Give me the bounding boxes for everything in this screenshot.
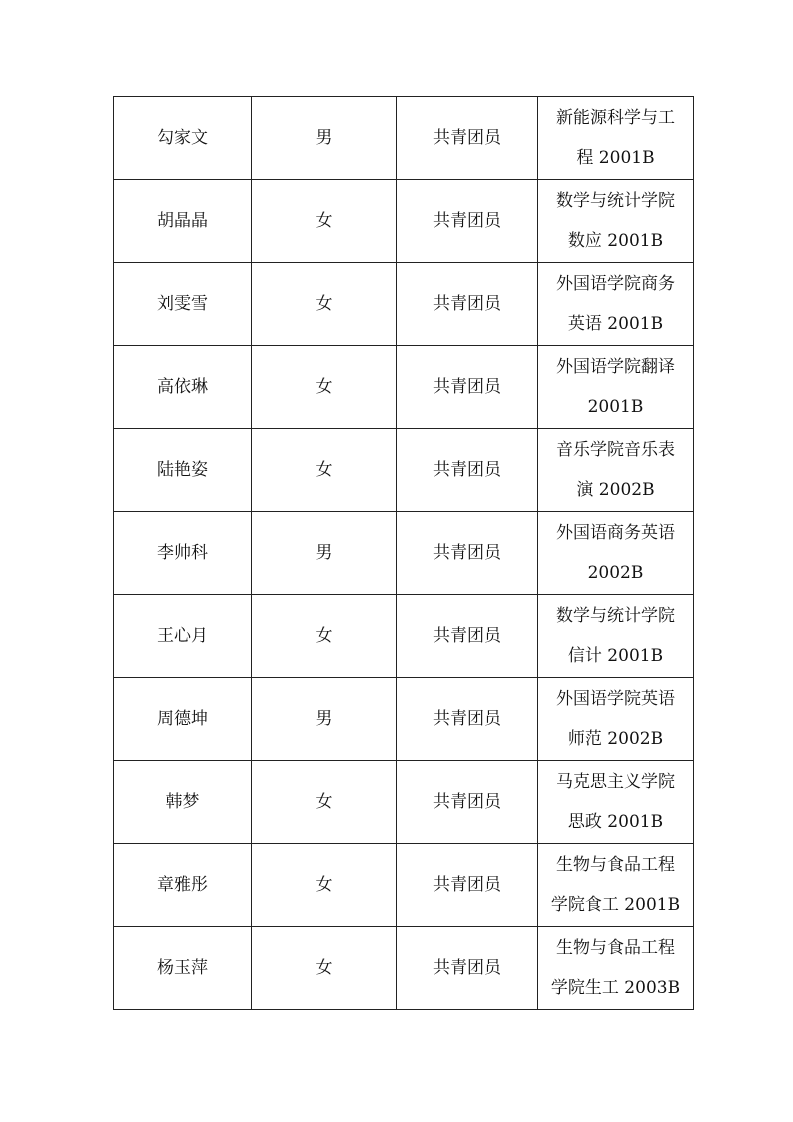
political-status-cell: 共青团员	[397, 180, 538, 263]
class-line-1: 外国语学院商务	[556, 274, 675, 294]
class-cell	[538, 512, 694, 595]
table-row	[114, 678, 694, 761]
class-line-2: 学院生工 2003B	[550, 978, 681, 998]
table-row	[114, 346, 694, 429]
table-row	[114, 180, 694, 263]
name-cell: 胡晶晶	[114, 180, 252, 263]
name-cell: 章雅彤	[114, 844, 252, 927]
gender-cell: 男	[252, 512, 397, 595]
name-cell: 刘雯雪	[114, 263, 252, 346]
class-line-2: 程 2001B	[576, 148, 655, 168]
class-line-2: 信计 2001B	[567, 646, 664, 666]
class-line-1: 音乐学院音乐表	[556, 440, 675, 460]
gender-cell: 女	[252, 263, 397, 346]
name-cell: 陆艳姿	[114, 429, 252, 512]
gender-cell: 女	[252, 180, 397, 263]
name-cell: 周德坤	[114, 678, 252, 761]
class-line-1: 外国语商务英语	[556, 523, 675, 543]
class-line-1: 马克思主义学院	[556, 772, 675, 792]
class-line-1: 生物与食品工程	[556, 855, 675, 875]
political-status-cell: 共青团员	[397, 429, 538, 512]
class-cell	[538, 429, 694, 512]
class-line-1: 数学与统计学院	[556, 191, 675, 211]
class-cell	[538, 678, 694, 761]
name-cell: 韩梦	[114, 761, 252, 844]
gender-cell: 女	[252, 761, 397, 844]
political-status-cell: 共青团员	[397, 512, 538, 595]
name-cell: 李帅科	[114, 512, 252, 595]
class-cell	[538, 97, 694, 180]
political-status-cell: 共青团员	[397, 346, 538, 429]
political-status-cell: 共青团员	[397, 927, 538, 1010]
class-cell	[538, 844, 694, 927]
political-status-cell: 共青团员	[397, 844, 538, 927]
class-line-2: 数应 2001B	[567, 231, 664, 251]
class-line-2: 英语 2001B	[567, 314, 664, 334]
table-row	[114, 761, 694, 844]
table-row	[114, 263, 694, 346]
class-cell	[538, 927, 694, 1010]
name-cell: 高依琳	[114, 346, 252, 429]
class-cell	[538, 180, 694, 263]
table-row	[114, 844, 694, 927]
political-status-cell: 共青团员	[397, 595, 538, 678]
class-line-2: 2001B	[587, 397, 644, 417]
table-row	[114, 927, 694, 1010]
gender-cell: 女	[252, 429, 397, 512]
class-line-2: 思政 2001B	[567, 812, 664, 832]
class-line-1: 数学与统计学院	[556, 606, 675, 626]
name-cell: 杨玉萍	[114, 927, 252, 1010]
class-line-2: 师范 2002B	[567, 729, 664, 749]
table-row	[114, 595, 694, 678]
table-row	[114, 512, 694, 595]
political-status-cell: 共青团员	[397, 761, 538, 844]
political-status-cell: 共青团员	[397, 97, 538, 180]
class-line-1: 新能源科学与工	[556, 108, 675, 128]
class-line-1: 外国语学院翻译	[556, 357, 675, 377]
political-status-cell: 共青团员	[397, 263, 538, 346]
class-cell	[538, 263, 694, 346]
class-line-1: 外国语学院英语	[556, 689, 675, 709]
political-status-cell: 共青团员	[397, 678, 538, 761]
class-line-1: 生物与食品工程	[556, 938, 675, 958]
gender-cell: 女	[252, 595, 397, 678]
gender-cell: 女	[252, 844, 397, 927]
class-line-2: 演 2002B	[576, 480, 655, 500]
gender-cell: 女	[252, 927, 397, 1010]
class-cell	[538, 761, 694, 844]
gender-cell: 男	[252, 97, 397, 180]
member-table	[113, 96, 694, 1010]
table-row	[114, 429, 694, 512]
table-row	[114, 97, 694, 180]
class-cell	[538, 346, 694, 429]
class-line-2: 学院食工 2001B	[550, 895, 681, 915]
name-cell: 王心月	[114, 595, 252, 678]
gender-cell: 女	[252, 346, 397, 429]
name-cell: 勾家文	[114, 97, 252, 180]
class-line-2: 2002B	[587, 563, 644, 583]
class-cell	[538, 595, 694, 678]
gender-cell: 男	[252, 678, 397, 761]
